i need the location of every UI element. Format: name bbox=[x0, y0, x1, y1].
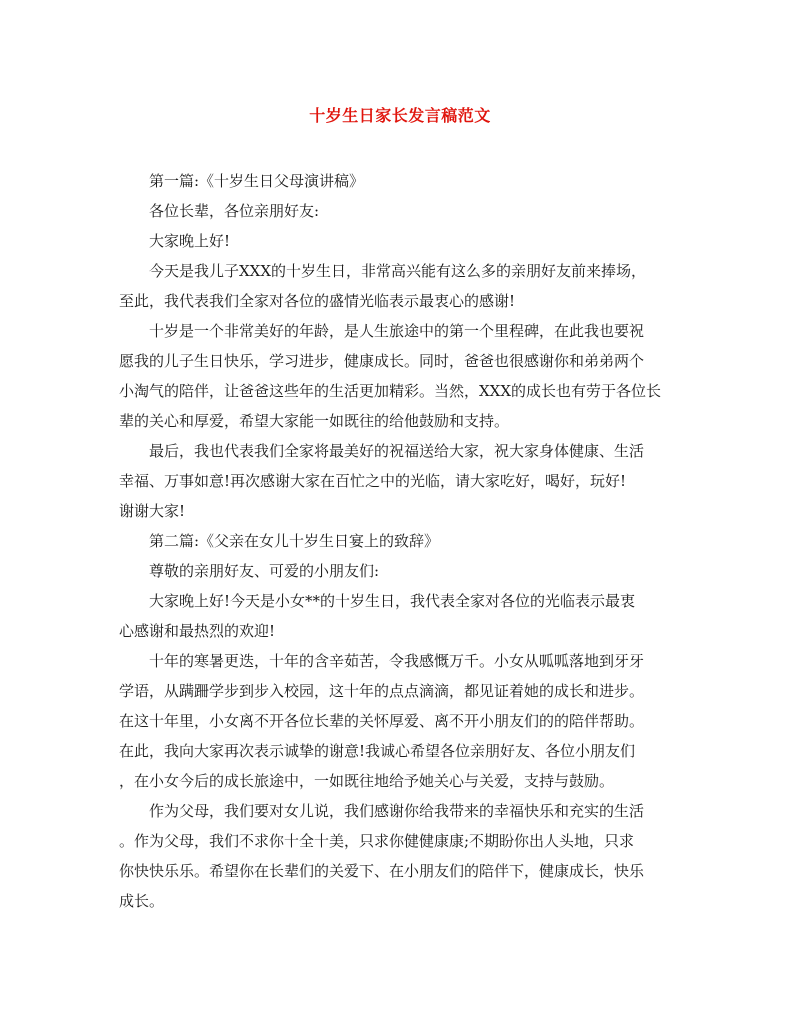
paragraph bbox=[119, 526, 685, 556]
text-line: 谢谢大家! bbox=[119, 502, 186, 520]
text-line: 至此，我代表我们全家对各位的盛情光临表示最衷心的感谢! bbox=[119, 292, 516, 310]
text-line: 大家晚上好!今天是小女**的十岁生日，我代表全家对各位的光临表示最衷 bbox=[149, 592, 636, 610]
paragraph bbox=[119, 436, 685, 526]
text-line: 第一篇:《十岁生日父母演讲稿》 bbox=[149, 172, 365, 190]
text-line: 小淘气的陪伴，让爸爸这些年的生活更加精彩。当然，XXX的成长也有劳于各位长 bbox=[119, 382, 662, 400]
paragraph bbox=[119, 256, 685, 316]
text-line: 幸福、万事如意!再次感谢大家在百忙之中的光临，请大家吃好，喝好，玩好! bbox=[119, 472, 627, 490]
text-line: 心感谢和最热烈的欢迎! bbox=[119, 622, 276, 640]
text-line: 辈的关心和厚爱，希望大家能一如既往的给他鼓励和支持。 bbox=[119, 412, 510, 430]
text-line: 成长。 bbox=[119, 892, 165, 910]
text-line: 作为父母，我们要对女儿说，我们感谢你给我带来的幸福快乐和充实的生活 bbox=[149, 802, 645, 820]
document-title: 十岁生日家长发言稿范文 bbox=[309, 106, 491, 125]
text-line: 在这十年里，小女离不开各位长辈的关怀厚爱、离不开小朋友们的的陪伴帮助。 bbox=[119, 712, 645, 730]
document-body bbox=[119, 166, 685, 916]
text-line: 愿我的儿子生日快乐，学习进步，健康成长。同时，爸爸也很感谢你和弟弟两个 bbox=[119, 352, 645, 370]
text-line: 今天是我儿子XXX的十岁生日，非常高兴能有这么多的亲朋好友前来捧场， bbox=[149, 262, 647, 280]
text-line: 十年的寒暑更迭，十年的含辛茹苦，令我感慨万千。小女从呱呱落地到牙牙 bbox=[149, 652, 645, 670]
text-line: 。作为父母，我们不求你十全十美，只求你健健康康;不期盼你出人头地，只求 bbox=[119, 832, 635, 850]
paragraph bbox=[119, 556, 685, 586]
text-line: 学语，从蹒跚学步到步入校园，这十年的点点滴滴，都见证着她的成长和进步。 bbox=[119, 682, 645, 700]
paragraph bbox=[119, 796, 685, 916]
paragraph bbox=[119, 586, 685, 646]
paragraph bbox=[119, 646, 685, 796]
text-line: 在此，我向大家再次表示诚挚的谢意!我诚心希望各位亲朋好友、各位小朋友们 bbox=[119, 742, 636, 760]
text-line: 十岁是一个非常美好的年龄，是人生旅途中的第一个里程碑，在此我也要祝 bbox=[149, 322, 645, 340]
text-line: 各位长辈，各位亲朋好友: bbox=[149, 202, 320, 220]
paragraph bbox=[119, 166, 685, 196]
paragraph bbox=[119, 316, 685, 436]
text-line: 第二篇:《父亲在女儿十岁生日宴上的致辞》 bbox=[149, 532, 440, 550]
text-line: 你快快乐乐。希望你在长辈们的关爱下、在小朋友们的陪伴下，健康成长，快乐 bbox=[119, 862, 645, 880]
text-line: 尊敬的亲朋好友、可爱的小朋友们: bbox=[149, 562, 380, 580]
paragraph bbox=[119, 226, 685, 256]
text-line: ，在小女今后的成长旅途中，一如既往地给予她关心与关爱，支持与鼓励。 bbox=[119, 772, 615, 790]
text-line: 大家晚上好! bbox=[149, 232, 231, 250]
text-line: 最后，我也代表我们全家将最美好的祝福送给大家，祝大家身体健康、生活 bbox=[149, 442, 645, 460]
paragraph bbox=[119, 196, 685, 226]
